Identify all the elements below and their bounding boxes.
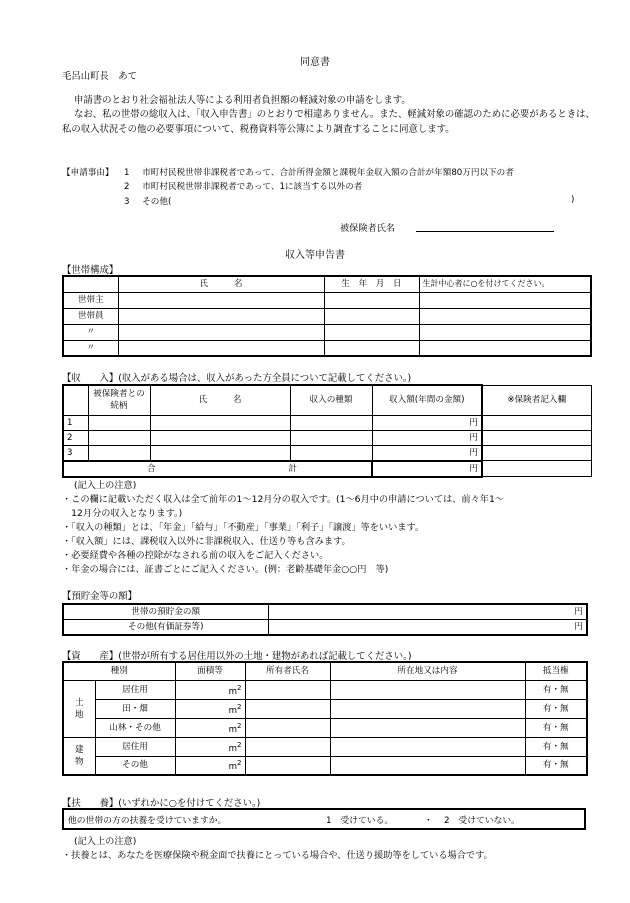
area-sup: 2 <box>237 721 242 730</box>
household-table <box>62 275 592 357</box>
area-sup: 2 <box>237 740 242 749</box>
income-row-num: 3 <box>63 445 88 461</box>
income-insurer-cell <box>482 445 591 461</box>
income-type-cell[interactable] <box>290 430 372 445</box>
reason-3[interactable] <box>124 195 171 207</box>
note-line: ・扶養とは、あなたを医療保険や税金面で扶養にとっている場合や、仕送り援助等をしている場合です。 <box>62 850 493 861</box>
asset-area-cell[interactable] <box>175 718 245 737</box>
reason-text: 市町村民税世帯非課税者であって、1に該当する以外の者 <box>142 182 363 192</box>
income-amount-cell[interactable]: 円 <box>372 445 482 461</box>
income-insurer-cell <box>482 415 591 430</box>
household-header-name: 氏 名 <box>118 276 324 292</box>
income-name-cell[interactable] <box>150 415 290 430</box>
land-label: 土地 <box>63 680 95 737</box>
area-sup: 2 <box>237 702 242 711</box>
asset-owner-cell[interactable] <box>245 718 330 737</box>
income-total-label <box>63 461 372 477</box>
income-insurer-cell <box>482 430 591 445</box>
household-birth-cell[interactable] <box>324 292 419 308</box>
household-row-label: 世帯員 <box>63 308 118 324</box>
household-main-cell[interactable] <box>419 340 591 356</box>
income-type-cell[interactable] <box>290 415 372 430</box>
addressee: 毛呂山町長 あて <box>62 71 138 82</box>
asset-kind: 田・畑 <box>95 699 175 718</box>
asset-kind: 居住用 <box>95 680 175 699</box>
area-unit: m <box>228 705 238 716</box>
household-birth-cell[interactable] <box>324 308 419 324</box>
area-sup: 2 <box>237 759 242 768</box>
asset-header-type: 種別 <box>63 662 175 680</box>
household-main-cell[interactable] <box>419 324 591 340</box>
note-line: ・年金の場合には、証書ごとにご記入ください。(例：老齢基礎年金○○円 等) <box>62 564 389 575</box>
income-table <box>62 384 592 478</box>
savings-label: その他(有価証券等) <box>63 620 268 636</box>
asset-area-cell[interactable] <box>175 756 245 775</box>
total-char-b: 計 <box>288 463 297 474</box>
support-section: 【扶 養】(いずれかに○を付けてください。) <box>62 798 261 809</box>
income-total-amount[interactable]: 円 <box>372 461 482 477</box>
income-name-cell[interactable] <box>150 445 290 461</box>
asset-kind: 山林・その他 <box>95 718 175 737</box>
note-line: ・「収入の種類」とは、「年金」「給与」「不動産」「事業」「利子」「譲渡」等をいいます。 <box>62 522 425 533</box>
savings-amount[interactable]: 円 <box>268 604 587 620</box>
income-relation-cell[interactable] <box>88 445 150 461</box>
savings-table <box>62 603 588 636</box>
area-unit: m <box>228 743 238 754</box>
support-separator: ・ <box>424 816 433 826</box>
asset-table <box>62 661 588 776</box>
area-sup: 2 <box>237 683 242 692</box>
income-header-relation: 被保険者との続柄 <box>88 385 150 415</box>
reason-text: その他( <box>142 197 172 207</box>
household-name-cell[interactable] <box>118 308 324 324</box>
asset-owner-cell[interactable] <box>245 699 330 718</box>
support-box <box>62 808 586 830</box>
asset-location-cell[interactable] <box>330 699 525 718</box>
household-section: 【世帯構成】 <box>62 265 119 276</box>
household-birth-cell[interactable] <box>324 324 419 340</box>
support-question: 他の世帯の方の扶養を受けていますか。 <box>68 816 227 826</box>
household-main-cell[interactable] <box>419 308 591 324</box>
insured-name-field[interactable] <box>416 230 554 232</box>
support-option-no[interactable]: 2 受けていない。 <box>444 816 520 826</box>
household-main-cell[interactable] <box>419 292 591 308</box>
consent-para1: 申請書のとおり社会福祉法人等による利用者負担額の軽減対象の申請をします。 <box>74 95 411 106</box>
note-line: ・「収入額」には、課税収入以外に非課税収入、仕送り等も含みます。 <box>62 536 351 547</box>
asset-kind: その他 <box>95 756 175 775</box>
income-header-num <box>63 385 88 415</box>
asset-owner-cell[interactable] <box>245 680 330 699</box>
income-row-num: 2 <box>63 430 88 445</box>
asset-location-cell[interactable] <box>330 737 525 756</box>
income-amount-cell[interactable]: 円 <box>372 415 482 430</box>
reason-2[interactable] <box>124 180 362 192</box>
savings-label: 世帯の預貯金の額 <box>63 604 268 620</box>
asset-section: 【資 産】(世帯が所有する居住用以外の土地・建物があれば記載してください。) <box>62 651 412 662</box>
income-header-insurer: ※保険者記入欄 <box>482 385 591 415</box>
asset-owner-cell[interactable] <box>245 737 330 756</box>
asset-header-owner: 所有者氏名 <box>245 662 330 680</box>
income-type-cell[interactable] <box>290 445 372 461</box>
asset-header-area: 面積等 <box>175 662 245 680</box>
asset-area-cell[interactable] <box>175 737 245 756</box>
total-char-a: 合 <box>147 463 156 474</box>
household-header-birth: 生 年 月 日 <box>324 276 419 292</box>
asset-area-cell[interactable] <box>175 699 245 718</box>
income-notes <box>62 479 607 577</box>
asset-mortgage-cell[interactable]: 有・無 <box>525 737 587 756</box>
income-header-name: 氏 名 <box>150 385 290 415</box>
reason-1[interactable] <box>124 166 514 178</box>
reason-label: 【申請事由】 <box>62 168 114 178</box>
area-unit: m <box>228 686 238 697</box>
asset-area-cell[interactable] <box>175 680 245 699</box>
household-name-cell[interactable] <box>118 292 324 308</box>
household-row-label: 〃 <box>63 340 118 356</box>
household-header-main: 生計中心者に○を付けてください。 <box>419 276 591 292</box>
area-unit: m <box>228 762 238 773</box>
household-header-blank <box>63 276 118 292</box>
income-section: 【収 入】(収入がある場合は、収入があった方全員について記載してください。) <box>62 373 412 384</box>
note-line: ・必要経費や各種の控除がなされる前の収入をご記入ください。 <box>62 550 329 561</box>
reason-num: 1 <box>124 168 130 178</box>
income-total-insurer <box>482 461 591 477</box>
household-row-label: 〃 <box>63 324 118 340</box>
asset-mortgage-cell[interactable]: 有・無 <box>525 718 587 737</box>
asset-location-cell[interactable] <box>330 756 525 775</box>
reason-num: 3 <box>124 197 130 207</box>
income-header-type: 収入の種類 <box>290 385 372 415</box>
income-relation-cell[interactable] <box>88 430 150 445</box>
savings-section: 【預貯金等の額】 <box>62 591 138 602</box>
household-row-label: 世帯主 <box>63 292 118 308</box>
asset-header-location: 所在地又は内容 <box>330 662 525 680</box>
reason-3-close: ) <box>571 195 575 205</box>
consent-para2: なお、私の世帯の総収入は、「収入申告書」のとおりで相違ありません。また、軽減対象の確認のために必要があるときは、私の収入状況その他の必要事項について、税務資料等公簿により調査することに同意します。 <box>62 109 595 135</box>
asset-mortgage-cell[interactable]: 有・無 <box>525 756 587 775</box>
asset-location-cell[interactable] <box>330 718 525 737</box>
area-unit: m <box>228 724 238 735</box>
reason-text: 市町村民税世帯非課税者であって、合計所得金額と課税年金収入額の合計が年額80万円以下の者 <box>142 168 514 178</box>
notes-title: (記入上の注意) <box>74 836 137 847</box>
notes-title: (記入上の注意) <box>74 480 137 491</box>
support-option-yes[interactable]: 1 受けている。 <box>326 816 394 826</box>
income-amount-cell[interactable]: 円 <box>372 430 482 445</box>
household-name-cell[interactable] <box>118 324 324 340</box>
reason-num: 2 <box>124 182 130 192</box>
asset-owner-cell[interactable] <box>245 756 330 775</box>
asset-location-cell[interactable] <box>330 680 525 699</box>
note-line: 12月分の収入となります。) <box>62 508 183 519</box>
asset-kind: 居住用 <box>95 737 175 756</box>
income-name-cell[interactable] <box>150 430 290 445</box>
income-relation-cell[interactable] <box>88 415 150 430</box>
household-name-cell[interactable] <box>118 340 324 356</box>
support-notes <box>62 835 607 863</box>
income-header-amount: 収入額(年間の金額) <box>372 385 482 415</box>
savings-amount[interactable]: 円 <box>268 620 587 636</box>
household-birth-cell[interactable] <box>324 340 419 356</box>
asset-mortgage-cell[interactable]: 有・無 <box>525 680 587 699</box>
asset-header-mortgage: 抵当権 <box>525 662 587 680</box>
building-label: 建物 <box>63 737 95 775</box>
insured-name-label: 被保険者氏名 <box>340 223 396 234</box>
income-title: 収入等申告書 <box>285 250 345 261</box>
consent-title: 同意書 <box>300 57 330 68</box>
asset-mortgage-cell[interactable]: 有・無 <box>525 699 587 718</box>
note-line: ・この欄に記載いただく収入は全て前年の1～12月分の収入です。(1～6月中の申請については、前々年1～ <box>62 494 504 505</box>
income-row-num: 1 <box>63 415 88 430</box>
